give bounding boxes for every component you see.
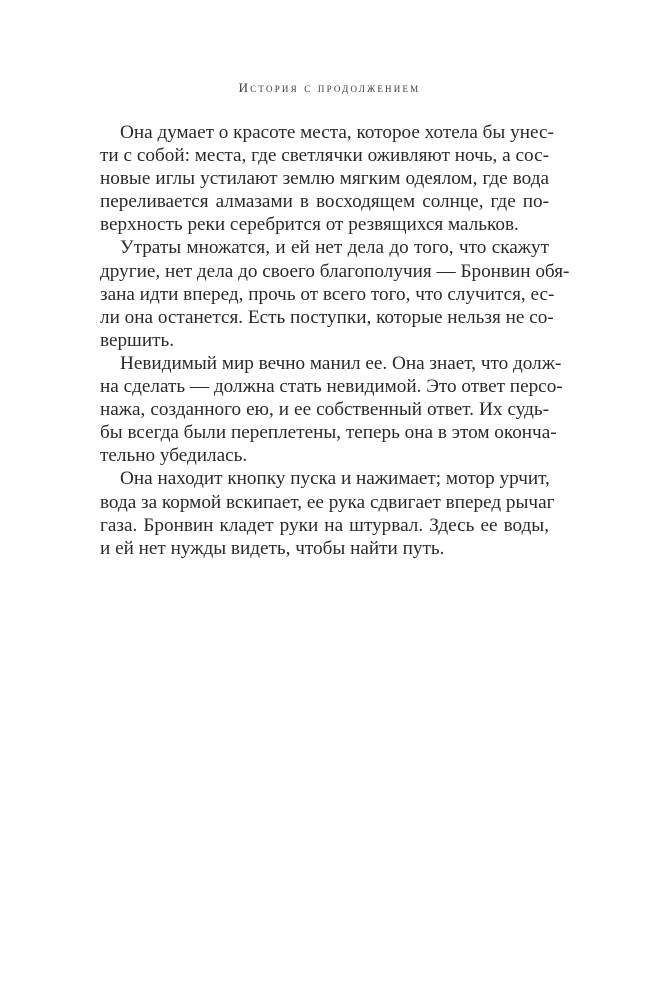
- running-head: История с продолжением: [238, 80, 421, 95]
- paragraph-3: [100, 352, 563, 467]
- paragraph-4: [100, 467, 555, 559]
- text-line: Невидимый мир вечно манил ее. Она знает, что долж-: [120, 352, 562, 374]
- text-line: зана идти вперед, прочь от всего того, что случится, ес-: [100, 283, 555, 305]
- text-line: газа. Бронвин кладет руки на штурвал. Здесь ее воды,: [100, 514, 549, 536]
- text-line: нажа, созданного ею, и ее собственный ответ. Их судь-: [100, 399, 549, 421]
- text-line: верхность реки серебрится от резвящихся мальков.: [100, 214, 519, 236]
- text-line: Она думает о красоте места, которое хотела бы унес-: [120, 122, 554, 143]
- paragraph-1: [100, 121, 554, 236]
- text-line: Она находит кнопку пуска и нажимает; мотор урчит,: [120, 468, 550, 490]
- text-line: на сделать — должна стать невидимой. Это ответ персо-: [100, 376, 563, 398]
- text-line: вершить.: [100, 329, 175, 351]
- paragraph-2: [100, 236, 570, 351]
- text-line: Утраты множатся, и ей нет дела до того, что скажут: [120, 237, 549, 259]
- body-text: [100, 121, 570, 560]
- text-line: тельно убедилась.: [100, 445, 248, 467]
- text-line: бы всегда были переплетены, теперь она в этом оконча-: [100, 422, 557, 444]
- text-line: переливается алмазами в восходящем солнце, где по-: [100, 191, 549, 213]
- text-line: новые иглы устилают землю мягким одеялом, где вода: [100, 168, 549, 190]
- text-line: вода за кормой вскипает, ее рука сдвигает вперед рычаг: [100, 491, 555, 513]
- text-line: другие, нет дела до своего благополучия — Бронвин обя-: [100, 260, 570, 282]
- text-line: и ей нет нужды видеть, чтобы найти путь.: [100, 537, 445, 559]
- text-line: ли она останется. Есть поступки, которые нельзя не со-: [100, 306, 554, 328]
- text-line: ти с собой: места, где светлячки оживляют ночь, а сос-: [100, 145, 549, 167]
